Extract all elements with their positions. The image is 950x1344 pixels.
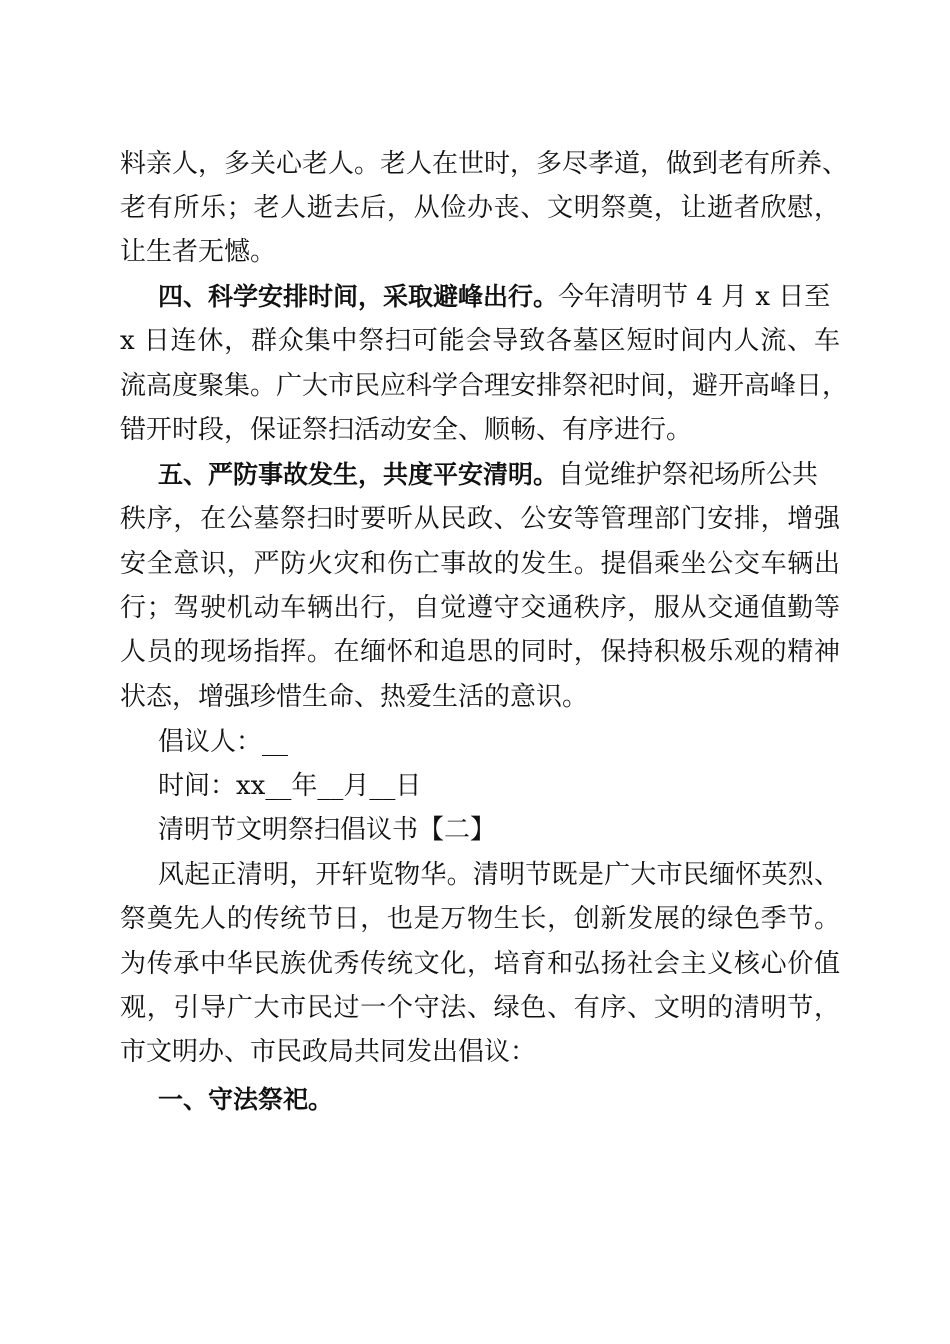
- signature-time: 时间：xx__年__月__日: [158, 771, 422, 801]
- paragraph-line: 人员的现场指挥。在缅怀和追思的同时，保持积极乐观的精神: [120, 637, 840, 667]
- paragraph-line: 安全意识，严防火灾和伤亡事故的发生。提倡乘坐公交车辆出: [120, 549, 840, 579]
- section-4-text: 今年清明节 4 月 x 日至: [558, 282, 831, 312]
- paragraph-line: 祭奠先人的传统节日，也是万物生长，创新发展的绿色季节。: [120, 904, 840, 934]
- paragraph-line: 流高度聚集。广大市民应科学合理安排祭祀时间，避开高峰日，: [120, 371, 849, 401]
- paragraph-line: 秩序，在公墓祭扫时要听从民政、公安等管理部门安排，增强: [120, 504, 840, 534]
- section-1-heading: 一、守法祭祀。: [158, 1085, 334, 1114]
- section-4-first-line: [158, 275, 840, 319]
- section-4-heading: 四、科学安排时间，采取避峰出行。: [158, 282, 559, 311]
- section-1-heading-line: [158, 1078, 840, 1122]
- section-5-first-line: [158, 453, 840, 497]
- paragraph-line: 料亲人，多关心老人。老人在世时，多尽孝道，做到老有所养、: [120, 149, 849, 179]
- section-5-heading: 五、严防事故发生，共度平安清明。: [158, 460, 559, 489]
- paragraph-line: 观，引导广大市民过一个守法、绿色、有序、文明的清明节，: [120, 993, 840, 1023]
- paragraph-line: 错开时段，保证祭扫活动安全、顺畅、有序进行。: [120, 415, 693, 445]
- paragraph-line: 行；驾驶机动车辆出行，自觉遵守交通秩序，服从交通值勤等: [120, 593, 840, 623]
- paragraph-line: 状态，增强珍惜生命、热爱生活的意识。: [120, 682, 589, 712]
- document-title-2: 清明节文明祭扫倡议书【二】: [158, 815, 497, 845]
- paragraph-line: 让生者无憾。: [120, 237, 277, 267]
- paragraph-line: 市文明办、市民政局共同发出倡议：: [120, 1037, 537, 1067]
- paragraph-line: x 日连休，群众集中祭扫可能会导致各墓区短时间内人流、车: [120, 326, 840, 356]
- signature-initiator: 倡议人：__: [158, 727, 289, 757]
- paragraph-line: 风起正清明，开轩览物华。清明节既是广大市民缅怀英烈、: [158, 860, 840, 890]
- paragraph-line: 为传承中华民族优秀传统文化，培育和弘扬社会主义核心价值: [120, 949, 840, 979]
- section-5-text: 自觉维护祭祀场所公共: [558, 460, 819, 490]
- paragraph-line: 老有所乐；老人逝去后，从俭办丧、文明祭奠，让逝者欣慰，: [120, 193, 840, 223]
